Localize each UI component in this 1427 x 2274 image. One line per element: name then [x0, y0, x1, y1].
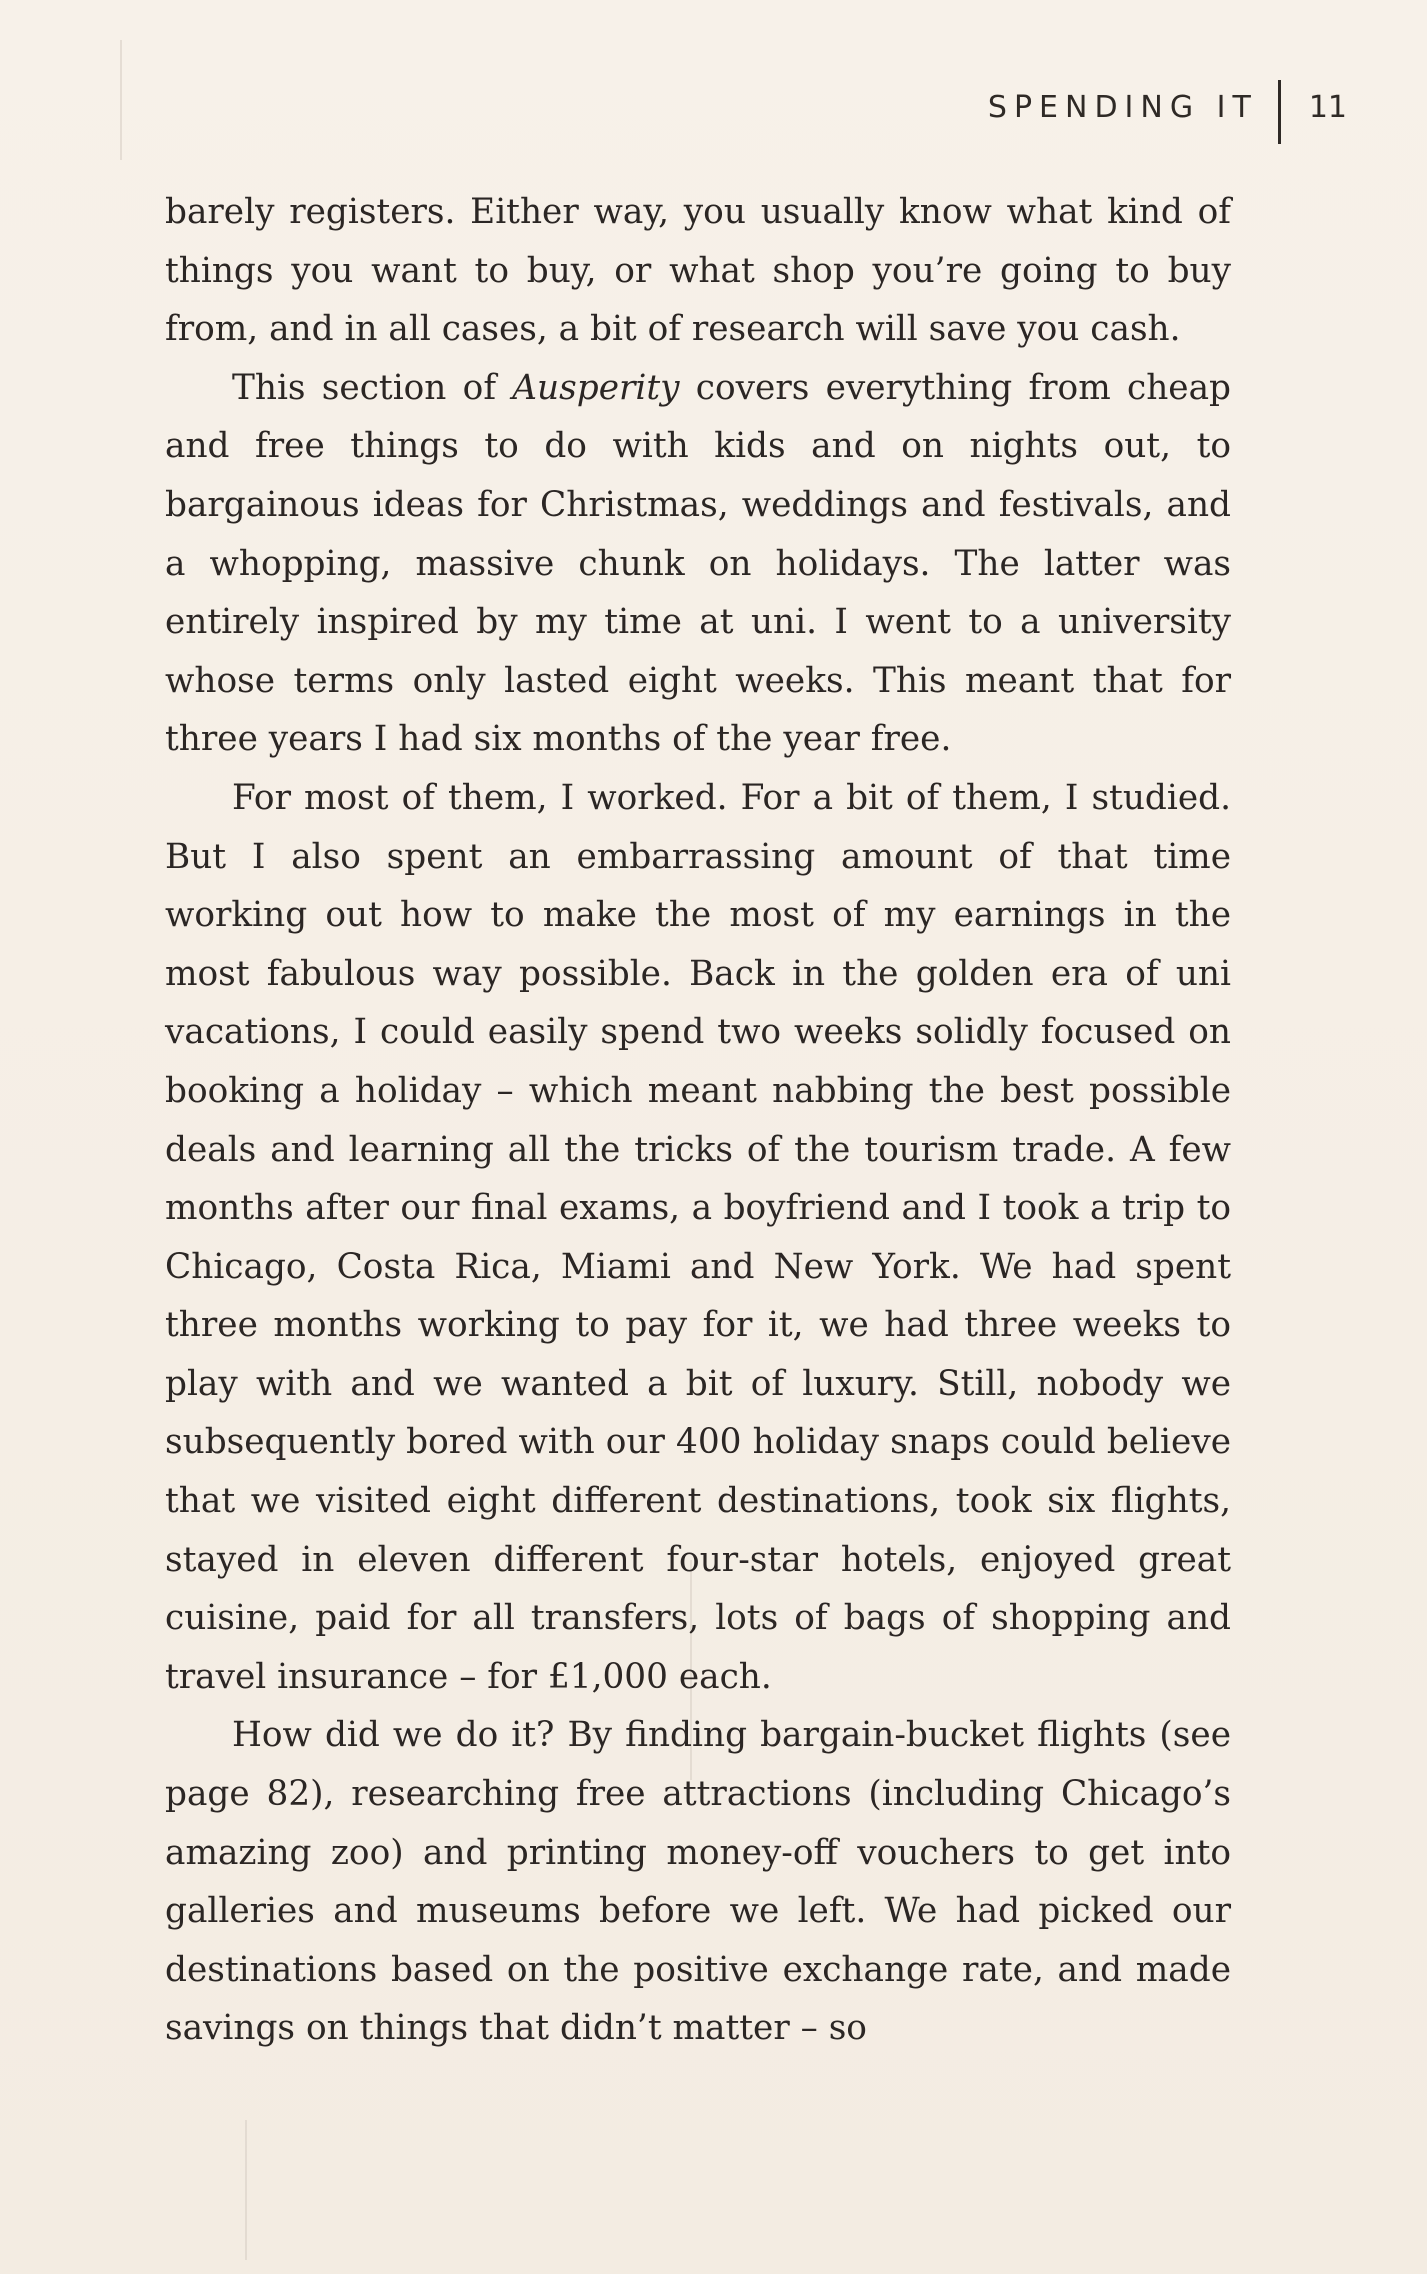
paragraph-text: For most of them, I worked. For a bit of them, I studied. But I also spent an embarrassing amount of that time working out how to make the most of my earnings in the most fabulous way possible. Back in the golden era of uni vacations, I could easily spend two weeks solidly focused on booking a holiday – which meant nabbing the best possible deals and learning all the tricks of the tourism trade. A few months after our final exams, a boyfriend and I took a trip to Chicago, Costa Rica, Miami and New York. We had spent three months working to pay for it, we had three weeks to play with and we wanted a bit of luxury. Still, nobody we subsequently bored with our 400 holiday snaps could believe that we visited eight different destinations, took six flights, stayed in eleven different four-star hotels, enjoyed great cuisine, paid for all transfers, lots of bags of shopping and travel insurance – for £1,000 each. [165, 777, 1231, 1697]
paper-texture-mark [245, 2120, 247, 2260]
body-paragraph [165, 769, 1231, 1707]
page-number: 11 [1308, 89, 1347, 125]
paragraph-text: barely registers. Either way, you usually know what kind of things you want to buy, or what shop you’re going to buy from, and in all cases, a bit of research will save you cash. [165, 192, 1231, 350]
paragraph-text: covers everything from cheap and free things to do with kids and on nights out, to bargainous ideas for Christmas, weddings and festivals, and a whopping, massive chunk on holidays. The latter was entirely inspired by my time at uni. I went to a university whose terms only lasted eight weeks. This meant that for three years I had six months of the year free. [165, 367, 1231, 760]
body-paragraph [165, 359, 1231, 769]
italic-title: Ausperity [512, 367, 680, 408]
page-header [0, 70, 1347, 144]
paragraph-text: This section of [232, 367, 513, 408]
running-head: SPENDING IT [987, 89, 1258, 125]
body-text [165, 183, 1231, 2058]
paragraph-text: How did we do it? By finding bargain-bucket flights (see page 82), researching free attractions (including Chicago’s amazing zoo) and printing money-off vouchers to get into galleries and museums before we left. We had picked our destinations based on the positive exchange rate, and made savings on things that didn’t matter – so [165, 1715, 1231, 2049]
body-paragraph [165, 1706, 1231, 2058]
header-divider [1278, 80, 1281, 144]
body-paragraph [165, 183, 1231, 359]
